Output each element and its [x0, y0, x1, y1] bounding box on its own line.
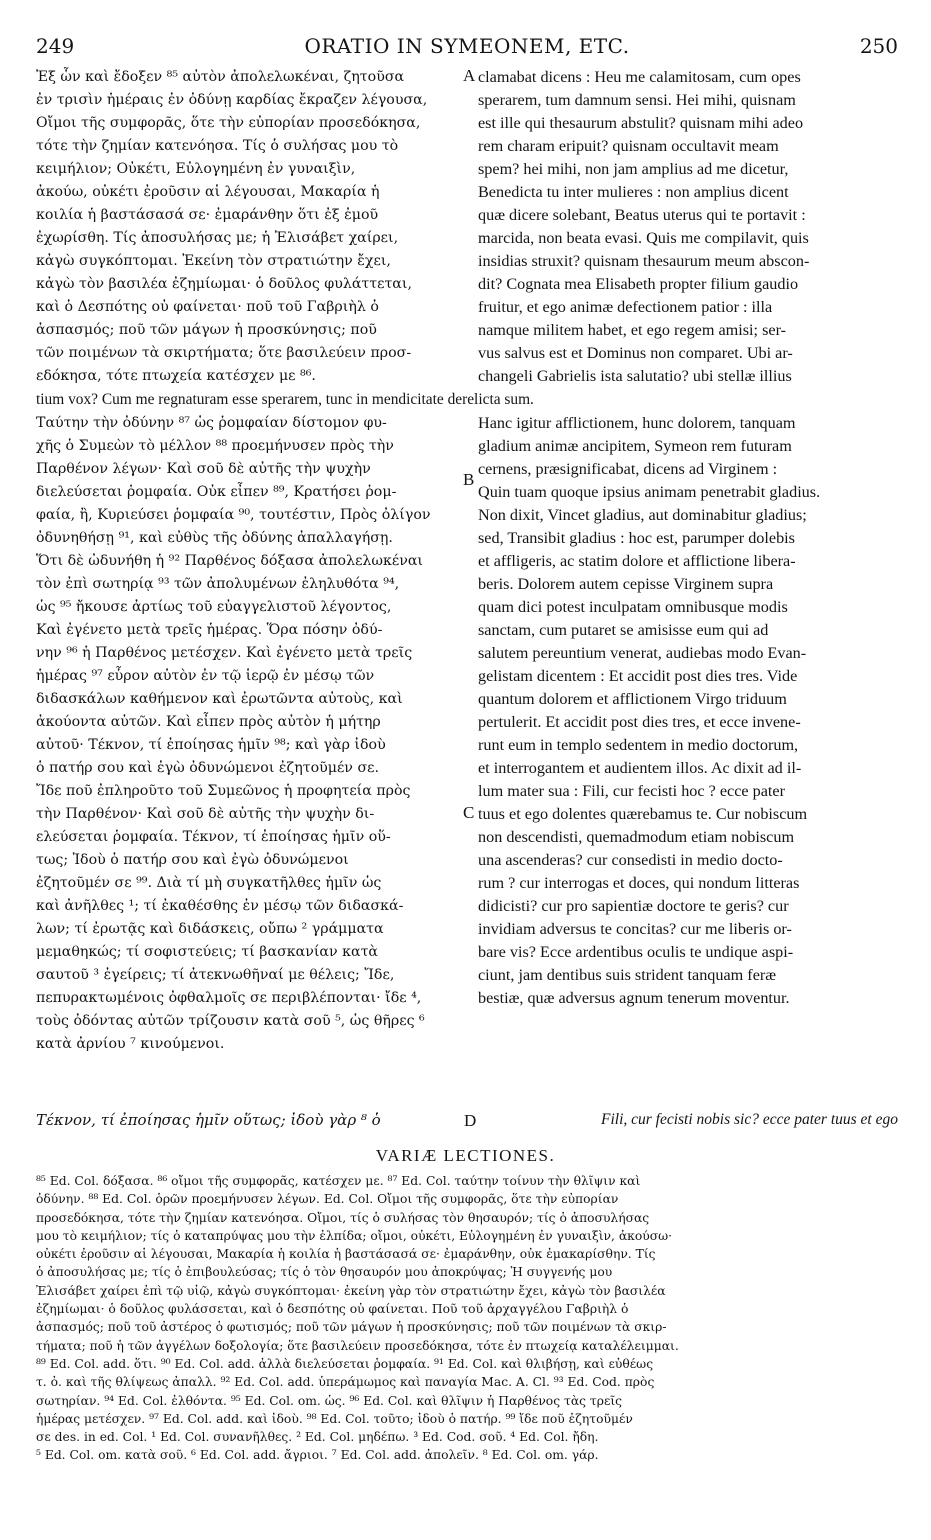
full-width-lines	[36, 388, 898, 411]
greek-text-line: τοὺς ὀδόντας αὐτῶν τρίζουσιν κατὰ σοῦ ⁵, ὡς θῆρες ⁶	[36, 1013, 425, 1029]
latin-text-line: gladium animæ ancipitem, Symeon rem futuram	[478, 437, 792, 455]
greek-text-line: ἀσπασμός; ποῦ τῶν μάγων ἡ προσκύνησις; ποῦ	[36, 322, 377, 338]
latin-text-line: gelistam dicentem : Et accidit post dies tres. Vide	[478, 667, 798, 685]
greek-text-line: καὶ ὁ Δεσπότης οὐ φαίνεται· ποῦ τοῦ Γαβριὴλ ὁ	[36, 299, 379, 315]
variant-reading-line: ⁸⁵ Ed. Col. δόξασα. ⁸⁶ οἴμοι τῆς συμφορᾶς, κατέσχεν με. ⁸⁷ Ed. Col. ταύτην τοίνυν τὴν θλῖψιν καὶ	[36, 1174, 641, 1188]
margin-marker-d: D	[464, 1111, 477, 1130]
greek-text-line: νην ⁹⁶ ἡ Παρθένος μετέσχεν. Καὶ ἐγένετο μετὰ τρεῖς	[36, 645, 413, 661]
greek-text-line: σαυτοῦ ³ ἐγείρεις; τί ἀτεκνωθῆναί με θέλεις; Ἴδε,	[36, 967, 395, 983]
greek-text-line: φαία, ἢ, Κυριεύσει ῥομφαία ⁹⁰, τουτέστιν, Πρὸς ὀλίγον	[36, 507, 431, 523]
latin-text-line: non descendisti, quemadmodum etiam nobiscum	[478, 828, 795, 846]
greek-text-line: Καὶ ἐγένετο μετὰ τρεῖς ἡμέρας. Ὅρα πόσην ὀδύ-	[36, 622, 383, 638]
greek-text-line: κειμήλιον; Οὐκέτι, Εὐλογημένη ἐν γυναιξὶν,	[36, 161, 356, 177]
latin-text-line: fruitur, et ego animæ defectionem patior : illa	[478, 298, 773, 316]
greek-text-line: καὶ ἀνῆλθες ¹; τί ἐκαθέσθης ἐν μέσῳ τῶν διδασκά-	[36, 898, 404, 914]
variant-reading-line: τ. ὀ. καὶ τῆς θλίψεως ἀπαλλ. ⁹² Ed. Col. add. ὑπεράμωμος καὶ παναγία Mac. A. Cl. ⁹³ Ed. Cod. πρὸς	[36, 1375, 655, 1390]
running-title: ORATIO IN SYMEONEM, ETC.	[304, 34, 630, 58]
greek-text-line: τῶν ποιμένων τὰ σκιρτήματα; ὅτε βασιλεύειν προσ-	[36, 345, 412, 361]
greek-text-line: μεμαθηκώς; τί σοφιστεύεις; τί βασκανίαν κατὰ	[36, 944, 379, 960]
variant-reading-line: τήματα; ποῦ ἡ τῶν ἀγγέλων δοξολογία; ὅτε βασιλεύειν προσεδόκησα, τότε ἐν πτωχείᾳ καταλέλειμμαι.	[36, 1338, 679, 1353]
greek-text-line: χῆς ὁ Συμεὼν τὸ μέλλον ⁸⁸ προεμήνυσεν πρὸς τὴν	[36, 438, 394, 454]
latin-text-line: invidiam adversus te concitas? cur me liberis or-	[478, 920, 792, 938]
margin-marker-a: A	[463, 66, 476, 85]
variant-reading-line: σε des. in ed. Col. ¹ Ed. Col. συνανῆλθες. ² Ed. Col. μηδέπω. ³ Ed. Cod. σοῦ. ⁴ Ed. Col. ἤδη.	[36, 1430, 599, 1445]
latin-text-line: una ascenderas? cur consedisti in medio docto-	[478, 851, 783, 869]
latin-text-line: Benedicta tu inter mulieres : non amplius dicent	[478, 183, 789, 201]
latin-text-line: tuus et ego dolentes quærebamus te. Cur nobiscum	[478, 805, 808, 823]
latin-text-line: clamabat dicens : Heu me calamitosam, cum opes	[478, 68, 801, 86]
greek-text-line: ἐχωρίσθη. Τίς ἀποσυλήσας με; ἡ Ἐλισάβετ χαίρει,	[36, 230, 399, 246]
latin-continuation: Fili, cur fecisti nobis sic? ecce pater tuus et ego	[600, 1111, 898, 1128]
latin-text-line: marcida, non beata evasi. Quis me compilavit, quis	[478, 229, 809, 247]
variant-reading-line: μου τὸ κειμήλιον; τίς ὁ καταπρύψας μου τὴν ἐλπίδα; οἴμοι, οὐκέτι, Εὐλογημένη ἐν γυναιξὶν, ἀκούσω·	[36, 1228, 673, 1243]
greek-text-line: ὡς ⁹⁵ ἤκουσε ἀρτίως τοῦ εὐαγγελιστοῦ λέγοντος,	[36, 599, 392, 615]
variant-reading-line: ὁ ἀποσυλήσας με; τίς ὁ ἐπιβουλεύσας; τίς ὁ τὸν θησαυρόν μου ἀποκρύψας; Ἡ συγγενής μου	[36, 1265, 613, 1280]
latin-text-line: changeli Gabrielis ista salutatio? ubi stellæ illius	[478, 367, 792, 385]
latin-text-line: quantum dolorem et afflictionem Virgo triduum	[478, 690, 787, 708]
greek-text-line: λων; τί ἐρωτᾷς καὶ διδάσκεις, οὔπω ² γράμματα	[36, 921, 384, 937]
variant-reading-line: ἐζημίωμαι· ὁ δοῦλος φυλάσσεται, καὶ ὁ δεσπότης οὐ φαίνεται. Ποῦ τοῦ ἀρχαγγέλου Γαβριὴλ ὁ	[36, 1302, 629, 1317]
latin-text-line: sanctam, cum putaret se amisisse eum qui ad	[478, 621, 769, 639]
page-number-left: 249	[36, 34, 75, 58]
latin-text-line: quæ dicere solebant, Beatus uterus qui te portavit :	[478, 206, 806, 224]
latin-text-line: est ille qui thesaurum abstulit? quisnam mihi adeo	[478, 114, 804, 132]
latin-text-line: spem? hei mihi, non jam amplius ad me dicetur,	[478, 160, 789, 178]
greek-text-line: ελεύσεται ῥομφαία. Τέκνον, τί ἐποίησας ἡμῖν οὕ-	[36, 829, 391, 845]
greek-text-line: ἐζητοῦμέν σε ⁹⁹. Διὰ τί μὴ συγκατῆλθες ἡμῖν ὡς	[36, 875, 382, 891]
greek-text-line: ἐν τρισὶν ἡμέραις ἐν ὀδύνῃ καρδίας ἔκραζεν λέγουσα,	[36, 92, 428, 108]
latin-text-line: sed, Transibit gladius : hoc est, parumper dolebis	[478, 529, 795, 547]
full-line: tium vox? Cum me regnaturam esse sperarem, tunc in mendicitate derelicta sum.	[36, 391, 534, 408]
latin-text-line: beris. Dolorem autem cepisse Virginem supra	[478, 575, 774, 593]
latin-text-line: vus salvus est et Dominus non comparet. Ubi ar-	[478, 344, 793, 362]
latin-text-line: et affligeris, ac statim dolore et afflictione libera-	[478, 552, 796, 570]
greek-text-line: αὐτοῦ· Τέκνον, τί ἐποίησας ἡμῖν ⁹⁸; καὶ γὰρ ἰδοὺ	[36, 737, 386, 753]
greek-text-line: ἡμέρας ⁹⁷ εὗρον αὐτὸν ἐν τῷ ἱερῷ ἐν μέσῳ τῶν	[36, 668, 375, 684]
variant-reading-line: ἀσπασμός; ποῦ τοῦ ἀστέρος ὁ φωτισμός; ποῦ τῶν μάγων ἡ προσκύνησις; ποῦ τῶν ποιμένων τὰ σκιρ-	[36, 1320, 667, 1335]
variant-reading-line: οὐκέτι ἐροῦσιν αἱ λέγουσαι, Μακαρία ἡ κοιλία ἡ βαστάσασά σε· ἐμαράνθην, οὐκ ἐμακαρίσθην. Τίς	[36, 1247, 656, 1262]
greek-text-line: κοιλία ἡ βαστάσασά σε· ἐμαράνθην ὅτι ἐξ ἐμοῦ	[36, 207, 379, 223]
greek-text-line: κἀγὼ τὸν βασιλέα ἐζημίωμαι· ὁ δοῦλος φυλάττεται,	[36, 276, 412, 292]
latin-text-line: dit? Cognata mea Elisabeth propter filium gaudio	[478, 275, 799, 293]
latin-text-line: bestiæ, quæ adversus agnum tenerum moventur.	[478, 989, 790, 1007]
greek-column-top	[36, 66, 464, 388]
latin-text-line: quam dici potest inculpatam omnibusque modis	[478, 598, 788, 616]
latin-text-line: cernens, præsignificabat, dicens ad Virginem :	[478, 460, 778, 478]
greek-text-line: κατὰ ἀρνίου ⁷ κινούμενοι.	[36, 1036, 225, 1052]
latin-column-top	[478, 66, 898, 388]
latin-text-line: Quin tuam quoque ipsius animam penetrabit gladius.	[478, 483, 821, 501]
latin-text-line: Non dixit, Vincet gladius, aut dominabitur gladius;	[478, 506, 807, 524]
greek-text-line: τως; Ἰδοὺ ὁ πατήρ σου καὶ ἐγὼ ὀδυνώμενοι	[36, 852, 349, 868]
latin-text-line: ciunt, jam dentibus suis strident tanquam feræ	[478, 966, 777, 984]
greek-text-line: Ἴδε ποῦ ἐπληροῦτο τοῦ Συμεῶνος ἡ προφητεία πρὸς	[36, 783, 411, 799]
greek-column-main	[36, 412, 464, 1056]
greek-text-line: Παρθένον λέγων· Καὶ σοῦ δὲ αὐτῆς τὴν ψυχὴν	[36, 461, 371, 477]
latin-text-line: salutem pereuntium venerat, audiebas modo Evan-	[478, 644, 807, 662]
greek-text-line: εδόκησα, τότε πτωχεία κατέσχεν με ⁸⁶.	[36, 368, 316, 384]
greek-text-line: Ὅτι δὲ ὠδυνήθη ἡ ⁹² Παρθένος δόξασα ἀπολελωκέναι	[36, 553, 423, 569]
latin-text-line: sperarem, tum damnum sensi. Hei mihi, quisnam	[478, 91, 796, 109]
variant-reading-line: Ἐλισάβετ χαίρει ἐπὶ τῷ υἱῷ, κἀγὼ συγκόπτομαι· ἐκείνη γὰρ τὸν στρατιώτην ἔχει, κἀγὼ τὸν βασιλέα	[36, 1283, 666, 1298]
latin-text-line: rum ? cur interrogas et doces, qui nondum litteras	[478, 874, 800, 892]
latin-text-line: et interrogantem et audientem illos. Ac dixit ad il-	[478, 759, 802, 777]
greek-text-line: πεπυρακτωμένοις ὀφθαλμοῖς σε περιβλέπονται· ἴδε ⁴,	[36, 990, 422, 1006]
variae-lectiones-notes	[36, 1172, 898, 1465]
bottom-continuation-line	[36, 1111, 898, 1135]
greek-text-line: τότε τὴν ζημίαν κατενόησα. Τίς ὁ συλήσας μου τὸ	[36, 138, 399, 154]
greek-text-line: ἀκούω, οὐκέτι ἐροῦσιν αἱ λέγουσαι, Μακαρία ἡ	[36, 184, 380, 200]
variant-reading-line: ⁵ Ed. Col. om. κατὰ σοῦ. ⁶ Ed. Col. add. ἄγριοι. ⁷ Ed. Col. add. ἀπολεῖν. ⁸ Ed. Col. om. γάρ.	[36, 1448, 599, 1463]
greek-text-line: ὀδυνηθήσῃ ⁹¹, καὶ εὐθὺς τῆς ὀδύνης ἀπαλλαγήσῃ.	[36, 530, 393, 546]
latin-text-line: bare vis? Ecce ardentibus oculis te undique aspi-	[478, 943, 794, 961]
greek-text-line: διδασκάλων καθήμενον καὶ ἐρωτῶντα αὐτοὺς, καὶ	[36, 691, 403, 707]
latin-text-line: rem charam eripuit? quisnam occultavit meam	[478, 137, 779, 155]
page-number-right: 250	[859, 34, 898, 58]
greek-text-line: ὁ πατήρ σου καὶ ἐγὼ ὀδυνώμενοι ἐζητοῦμέν σε.	[36, 760, 379, 776]
variant-reading-line: σωτηρίαν. ⁹⁴ Ed. Col. ἐλθόντα. ⁹⁵ Ed. Col. om. ὡς. ⁹⁶ Ed. Col. καὶ θλῖψιν ἡ Παρθένος τὰς τρεῖς	[36, 1393, 623, 1408]
latin-text-line: insidias struxit? quisnam thesaurum meum abscon-	[478, 252, 810, 270]
latin-text-line: lum mater sua : Fili, cur fecisti hoc ? ecce pater	[478, 782, 785, 800]
variant-reading-line: ⁸⁹ Ed. Col. add. ὅτι. ⁹⁰ Ed. Col. add. ἀλλὰ διελεύσεται ῥομφαία. ⁹¹ Ed. Col. καὶ θλιβήσῃ, καὶ εὐθέως	[36, 1356, 654, 1371]
greek-text-line: κἀγὼ συγκόπτομαι. Ἐκείνη τὸν στρατιώτην ἔχει,	[36, 253, 391, 269]
greek-text-line: διελεύσεται ῥομφαία. Οὐκ εἶπεν ⁸⁹, Κρατήσει ῥομ-	[36, 484, 397, 500]
margin-marker-c: C	[463, 803, 475, 822]
latin-text-line: runt eum in templo sedentem in medio doctorum,	[478, 736, 799, 754]
latin-column-main	[478, 412, 898, 1010]
latin-text-line: pertulerit. Et accidit post dies tres, et ecce invene-	[478, 713, 801, 731]
greek-text-line: τὴν Παρθένον· Καὶ σοῦ δὲ αὐτῆς τὴν ψυχὴν δι-	[36, 806, 375, 822]
greek-text-line: Ἐξ ὧν καὶ ἔδοξεν ⁸⁵ αὐτὸν ἀπολελωκέναι, ζητοῦσα	[36, 69, 405, 85]
running-head	[36, 34, 898, 60]
latin-text-line: namque militem habet, et ego regem amisi; ser-	[478, 321, 787, 339]
variant-reading-line: ἡμέρας μετέσχεν. ⁹⁷ Ed. Col. add. καὶ ἰδοὺ. ⁹⁸ Ed. Col. τοῦτο; ἰδοὺ ὁ πατήρ. ⁹⁹ ἴδε ποῦ ἐζητοῦμέν	[36, 1411, 633, 1426]
variae-lectiones-heading: VARIÆ LECTIONES.	[375, 1146, 556, 1165]
variant-reading-line: ὀδύνην. ⁸⁸ Ed. Col. ὁρῶν προεμήνυσεν λέγων. Ed. Col. Οἴμοι τῆς συμφορᾶς, ὅτε τὴν εὐπορίαν	[36, 1192, 619, 1207]
latin-text-line: didicisti? cur pro sapientiæ doctore te geris? cur	[478, 897, 789, 915]
greek-continuation: Τέκνον, τί ἐποίησας ἡμῖν οὕτως; ἰδοὺ γὰρ ⁸ ὁ	[36, 1111, 381, 1129]
greek-text-line: τὸν ἐπὶ σωτηρίᾳ ⁹³ τῶν ἀπολυμένων ἐληλυθότα ⁹⁴,	[36, 576, 400, 592]
greek-text-line: ἀκούοντα αὐτῶν. Καὶ εἶπεν πρὸς αὐτὸν ἡ μήτηρ	[36, 714, 381, 730]
margin-marker-b: B	[463, 470, 475, 489]
greek-text-line: Οἴμοι τῆς συμφορᾶς, ὅτε τὴν εὐπορίαν προσεδόκησα,	[36, 115, 421, 131]
greek-text-line: Ταύτην τὴν ὀδύνην ⁸⁷ ὡς ῥομφαίαν δίστομον φυ-	[36, 415, 387, 431]
variant-reading-line: προσεδόκησα, τότε τὴν ζημίαν κατενόησα. Οἴμοι, τίς ὁ συλήσας τὸν θησαυρόν; τίς ὁ ἀποσυλήσας	[36, 1210, 650, 1225]
latin-text-line: Hanc igitur afflictionem, hunc dolorem, tanquam	[478, 414, 796, 432]
